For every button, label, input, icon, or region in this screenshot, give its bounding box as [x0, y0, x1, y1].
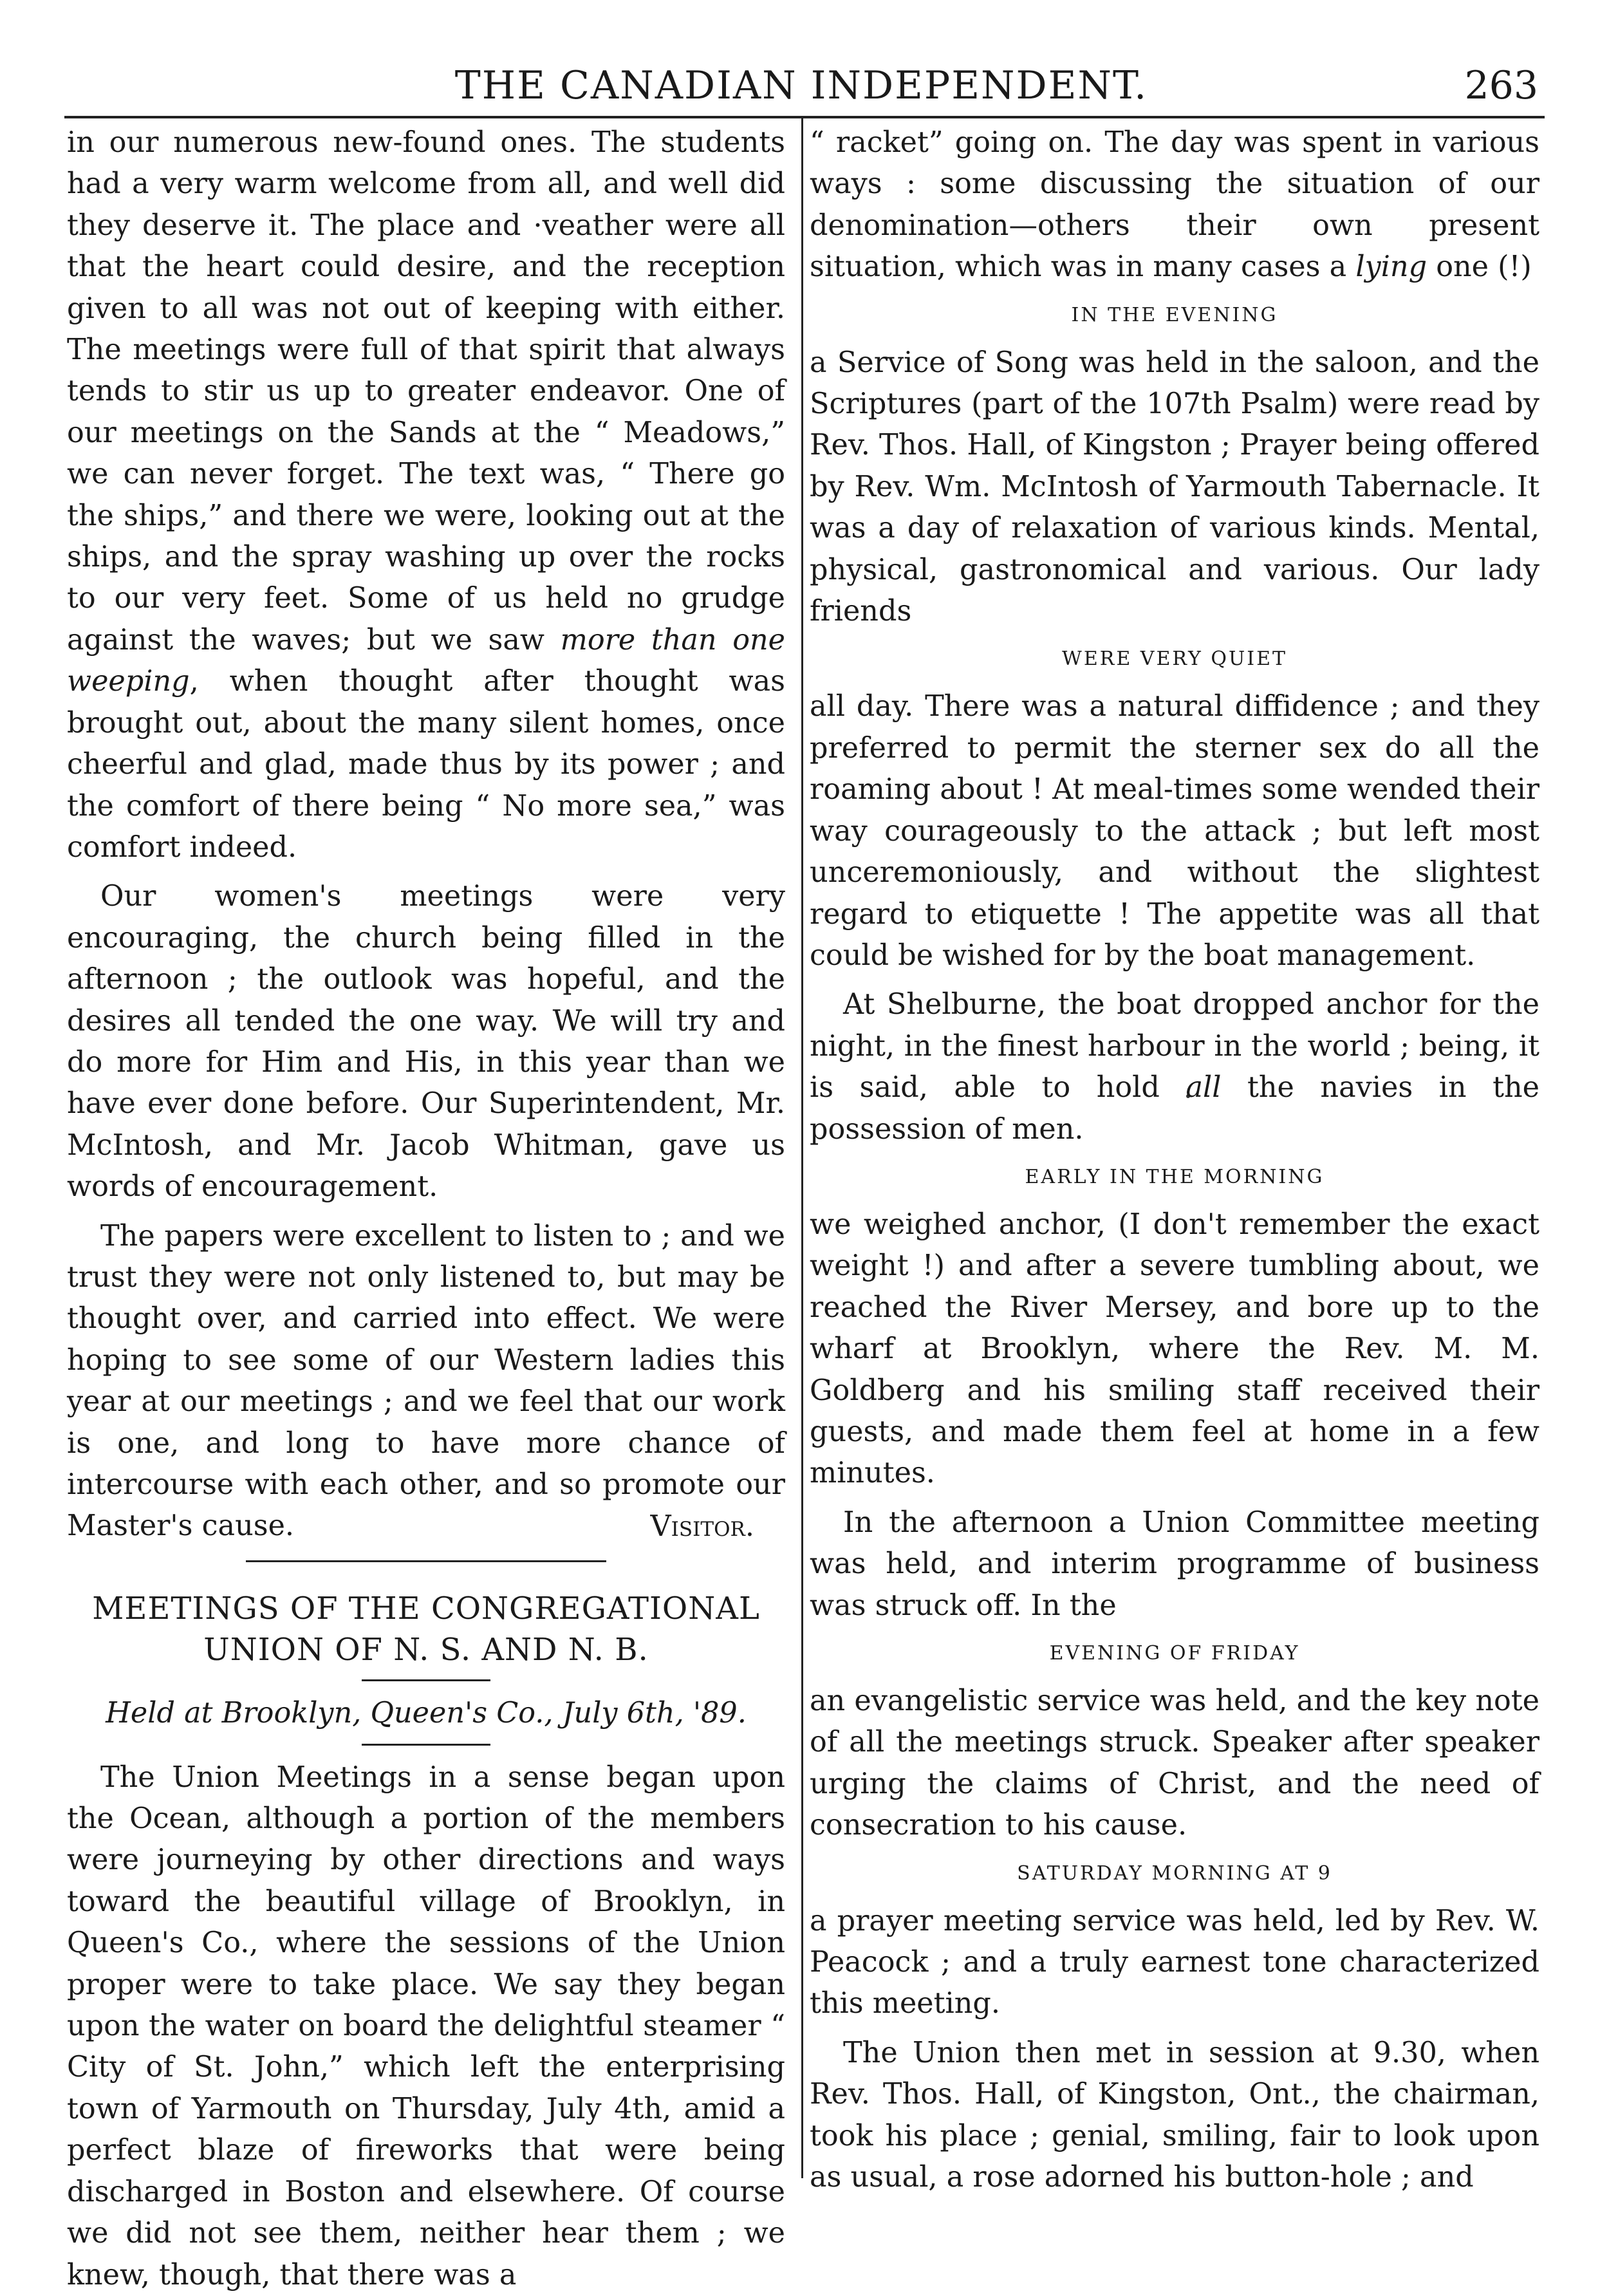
- subheading: WERE VERY QUIET: [1062, 648, 1287, 671]
- header-rule: [64, 116, 1545, 118]
- paragraph: At Shelburne, the boat dropped anchor for the night, in the finest harbour in the world ; being, it is said, able to hold all the navies in the possession of men.: [810, 988, 1540, 1146]
- paragraph: an evangelistic service was held, and the key note of all the meetings struck. Speaker after speaker urging the claims of Christ, and the need of consecration to his cause.: [810, 1685, 1539, 1842]
- paragraph: we weighed anchor, (I don't remember the exact weight !) and after a severe tumbling about, we reached the River Mersey, and bore up to the wharf at Brooklyn, where the Rev. M. M. Goldberg and his smiling staff received their guests, and made them feel at home in a few minutes.: [810, 1208, 1539, 1490]
- paragraph: The Union then met in session at 9.30, when Rev. Thos. Hall, of Kingston, Ont., the chairman, took his place ; genial, smiling, fair to look upon as usual, a rose adorned his button-hole ; and: [810, 2036, 1539, 2194]
- article-title-line: MEETINGS OF THE CONGREGATIONAL: [92, 1591, 760, 1627]
- article-title-line: UNION OF N. S. AND N. B.: [203, 1632, 649, 1668]
- column-divider: [801, 118, 803, 2178]
- paragraph: in our numerous new-found ones. The students had a very warm welcome from all, and well did they deserve it. The place and ·veather were all that the heart could desire, and the reception given to all was not out of keeping with either. The meetings were full of that spirit that always tends to stir us up to greater endeavor. One of our meetings on the Sands at the “ Meadows,” we can never forget. The text was, “ There go the ships,” and there we were, looking out at the ships, and the spray washing up over the rocks to our very feet. Some of us held no grudge against the waves; but we saw more than one weeping, when thought after thought was brought out, about the many silent homes, once cheerful and glad, made thus by its power ; and the comfort of there being “ No more sea,” was comfort indeed.: [67, 126, 786, 864]
- title-rule: [362, 1744, 490, 1746]
- dateline: Held at Brooklyn, Queen's Co., July 6th, '89.: [106, 1697, 747, 1730]
- section-rule: [246, 1560, 606, 1562]
- paragraph: The papers were excellent to listen to ; and we trust they were not only listened to, but may be thought over, and carried into effect. We were hoping to see some of our Western ladies this year at our meetings ; and we feel that our work is one, and long to have more chance of intercourse with each other, and so promote our Master's cause.: [67, 1219, 785, 1543]
- left-column: [67, 122, 786, 2291]
- paragraph: a Service of Song was held in the saloon, and the Scriptures (part of the 107th Psalm) were read by Rev. Thos. Hall, of Kingston ; Prayer being offered by Rev. Wm. McIntosh of Yarmouth Tabernacle. It was a day of relaxation of various kinds. Mental, physical, gastronomical and various. Our lady friends: [810, 346, 1539, 628]
- subheading: SATURDAY MORNING AT 9: [1017, 1862, 1332, 1885]
- article-title: [67, 1588, 785, 1670]
- paragraph: In the afternoon a Union Committee meeting was held, and interim programme of business was struck off. In the: [810, 1506, 1539, 1622]
- right-column: [810, 122, 1540, 2194]
- paragraph: Our women's meetings were very encouraging, the church being filled in the afternoon ; the outlook was hopeful, and the desires all tended the one way. We will try and do more for Him and His, in this year than we have ever done before. Our Superintendent, Mr. McIntosh, and Mr. Jacob Whitman, gave us words of encouragement.: [67, 880, 785, 1204]
- subheading: EVENING OF FRIDAY: [1049, 1642, 1300, 1665]
- paragraph: all day. There was a natural diffidence ; and they preferred to permit the sterner sex do all the roaming about ! At meal-times some wended their way courageously to the attack ; but left most unceremoniously, and without the slightest regard to etiquette ! The appetite was all that could be wished for by the boat management.: [810, 690, 1539, 972]
- paragraph: a prayer meeting service was held, led by Rev. W. Peacock ; and a truly earnest tone characterized this meeting.: [810, 1904, 1539, 2021]
- subheading: IN THE EVENING: [1071, 303, 1278, 326]
- title-rule: [362, 1679, 490, 1681]
- signature: Visitor.: [650, 1509, 754, 1543]
- running-title: THE CANADIAN INDEPENDENT.: [454, 63, 1148, 108]
- paragraph: “ racket” going on. The day was spent in various ways : some discussing the situation of our denomination—others their own present situation, which was in many cases a lying one (!): [810, 126, 1539, 284]
- subheading: EARLY IN THE MORNING: [1025, 1165, 1325, 1188]
- paragraph: The Union Meetings in a sense began upon the Ocean, although a portion of the members were journeying by other directions and ways toward the beautiful village of Brooklyn, in Queen's Co., where the sessions of the Union proper were to take place. We say they began upon the water on board the delightful steamer “ City of St. John,” which left the enterprising town of Yarmouth on Thursday, July 4th, amid a perfect blaze of fireworks that were being discharged in Boston and elsewhere. Of course we did not see them, neither hear them ; we knew, though, that there was a: [67, 1760, 785, 2291]
- running-head: [64, 57, 1538, 115]
- page-number: 263: [1464, 63, 1538, 108]
